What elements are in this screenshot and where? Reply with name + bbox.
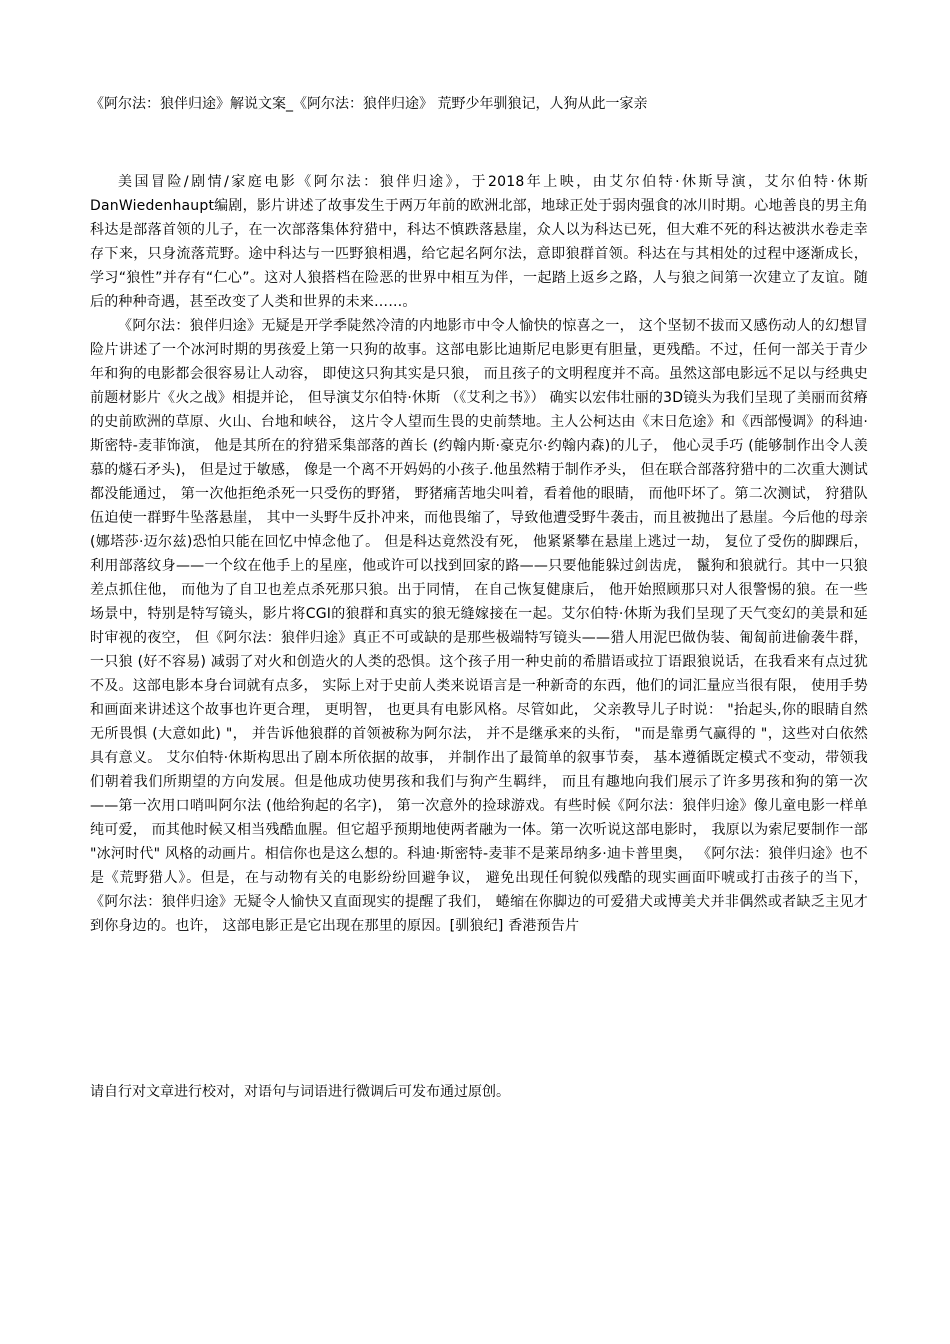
document-body <box>90 170 868 938</box>
footer-note: 请自行对文章进行校对，对语句与词语进行微调后可发布通过原创。 <box>90 1084 510 1100</box>
paragraph-intro: 美国冒险/剧情/家庭电影《阿尔法：狼伴归途》，于2018年上映，由艾尔伯特·休斯导演，艾尔伯特·休斯 DanWiedenhaupt编剧，影片讲述了故事发生于两万年前的欧洲北部，地球正处于弱肉强食的冰川时期。心地善良的男主角科达是部落首领的儿子，在一次部落集体狩猎中，科达不慎跌落悬崖，众人以为科达已死，但大难不死的科达被洪水卷走幸存下来，只身流落荒野。途中科达与一匹野狼相遇，给它起名阿尔法，意即狼群首领。科达在与其相处的过程中逐渐成长，学习“狼性”并存有“仁心”。这对人狼搭档在险恶的世界中相互为伴，一起踏上返乡之路，人与狼之间第一次建立了友谊。随后的种种奇遇，甚至改变了人类和世界的未来……。 <box>90 174 868 310</box>
paragraph-review: 《阿尔法：狼伴归途》无疑是开学季陡然冷清的内地影市中令人愉快的惊喜之一， 这个坚韧不拔而又感伤动人的幻想冒险片讲述了一个冰河时期的男孩爱上第一只狗的故事。这部电影比迪斯尼电影更有胆量，更残酷。不过，任何一部关于青少年和狗的电影都会很容易让人动容， 即使这只狗其实是只狼， 而且孩子的文明程度并不高。虽然这部电影远不足以与经典史前题材影片《火之战》相提并论， 但导演艾尔伯特·休斯 （《艾利之书》） 确实以宏伟壮丽的3D镜头为我们呈现了美丽而贫瘠的史前欧洲的草原、火山、台地和峡谷， 这片令人望而生畏的史前禁地。主人公柯达由《末日危途》和《西部慢调》的科迪·斯密特-麦菲饰演， 他是其所在的狩猎采集部落的酋长 (约翰内斯·豪克尔·约翰内森)的儿子， 他心灵手巧 (能够制作出令人羡慕的燧石矛头)， 但是过于敏感， 像是一个离不开妈妈的小孩子.他虽然精于制作矛头， 但在联合部落狩猎中的二次重大测试都没能通过， 第一次他拒绝杀死一只受伤的野猪， 野猪痛苦地尖叫着，看着他的眼睛， 而他吓坏了。第二次测试， 狩猎队伍迫使一群野牛坠落悬崖， 其中一头野牛反扑冲来，而他畏缩了，导致他遭受野牛袭击，而且被抛出了悬崖。今后他的母亲 (娜塔莎·迈尔兹)恐怕只能在回忆中悼念他了。 但是科达竟然没有死， 他紧紧攀在悬崖上逃过一劫， 复位了受伤的脚踝后，利用部落纹身——一个纹在他手上的星座，他或许可以找到回家的路——只要他能躲过剑齿虎， 鬣狗和狼就行。其中一只狼差点抓住他， 而他为了自卫也差点杀死那只狼。出于同情， 在自己恢复健康后， 他开始照顾那只对人很警惕的狼。在一些场景中，特别是特写镜头，影片将CGI的狼群和真实的狼无缝嫁接在一起。艾尔伯特·休斯为我们呈现了天气变幻的美景和延时审视的夜空， 但《阿尔法：狼伴归途》真正不可或缺的是那些极端特写镜头——猎人用泥巴做伪装、匍匐前进偷袭牛群， 一只狼 (好不容易) 减弱了对火和创造火的人类的恐惧。这个孩子用一种史前的希腊语或拉丁语跟狼说话，在我看来有点过犹不及。这部电影本身台词就有点多， 实际上对于史前人类来说语言是一种新奇的东西，他们的词汇量应当很有限， 使用手势和画面来讲述这个故事也许更合理， 更明智， 也更具有电影风格。尽管如此， 父亲教导儿子时说： "抬起头,你的眼睛自然无所畏惧 (大意如此) "， 并告诉他狼群的首领被称为阿尔法， 并不是继承来的头衔， "而是靠勇气赢得的 "，这些对白依然具有意义。 艾尔伯特·休斯构思出了剧本所依据的故事， 并制作出了最简单的叙事节奏， 基本遵循既定模式不变动，带领我们朝着我们所期望的方向发展。但是他成功使男孩和我们与狗产生羁绊， 而且有趣地向我们展示了许多男孩和狗的第一次——第一次用口哨叫阿尔法 (他给狗起的名字)， 第一次意外的捡球游戏。有些时候《阿尔法：狼伴归途》像儿童电影一样单纯可爱， 而其他时候又相当残酷血腥。但它超乎预期地使两者融为一体。第一次听说这部电影时， 我原以为索尼要制作一部 "冰河时代" 风格的动画片。相信你也是这么想的。科迪·斯密特-麦菲不是莱昂纳多·迪卡普里奥， 《阿尔法：狼伴归途》也不是《荒野猎人》。但是，在与动物有关的电影纷纷回避争议， 避免出现任何貌似残酷的现实画面吓唬或打击孩子的当下， 《阿尔法：狼伴归途》无疑令人愉快又直面现实的提醒了我们， 蜷缩在你脚边的可爱猎犬或博美犬并非偶然或者缺乏主见才到你身边的。也许， 这部电影正是它出现在那里的原因。[驯狼纪] 香港预告片 <box>90 318 868 934</box>
document-title: 《阿尔法：狼伴归途》解说文案_《阿尔法：狼伴归途》 荒野少年驯狼记，人狗从此一家亲 <box>90 96 648 112</box>
